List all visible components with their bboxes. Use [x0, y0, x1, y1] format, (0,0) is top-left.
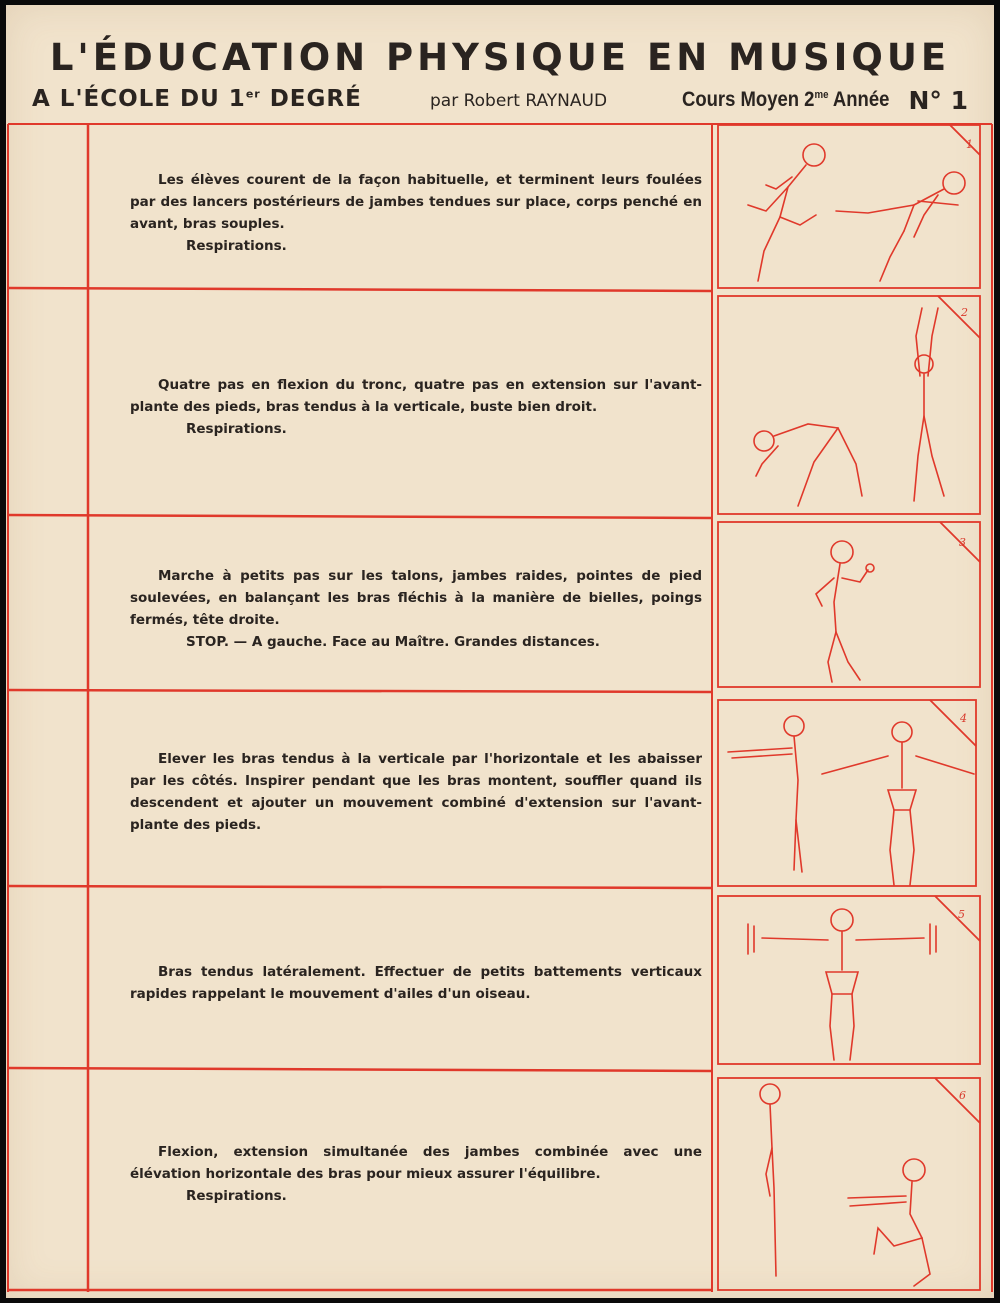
exercise-6-text — [130, 1141, 702, 1207]
exercise-1-text — [130, 169, 702, 257]
exercise-number-5: 5 — [958, 908, 965, 921]
exercise-1-extra: Respirations. — [186, 238, 287, 254]
exercise-1-description: Les élèves courent de la façon habituelle, et terminent leurs foulées par des lancers postérieurs de jambes tendues sur place, corps penché en avant, bras souples. — [130, 172, 702, 232]
school-sup: er — [245, 87, 261, 101]
exercise-number-6: 6 — [959, 1089, 966, 1102]
squat-balance-figures-icon — [718, 1078, 980, 1290]
arms-raised-horizontal-icon — [718, 700, 976, 886]
exercise-number-1: 1 — [966, 138, 973, 151]
exercise-number-2: 2 — [961, 306, 968, 319]
exercise-2-extra: Respirations. — [186, 421, 287, 437]
exercise-4-description: Elever les bras tendus à la verticale par l'horizontale et les abaisser par les côtés. Inspirer pendant que les bras montent, souffler quand ils descendent et ajouter un mouvement combiné d'extension sur l'avant-plante des pieds. — [130, 751, 702, 833]
author: par Robert RAYNAUD — [430, 91, 608, 111]
two-runners-leg-kick-icon — [718, 125, 980, 288]
sheet-number: N° 1 — [908, 86, 968, 115]
school-suffix: DEGRÉ — [260, 86, 362, 112]
course-sup: me — [814, 89, 829, 101]
course-suffix: Année — [828, 88, 890, 111]
course-prefix: Cours Moyen 2 — [682, 88, 815, 111]
exercise-number-4: 4 — [960, 712, 967, 725]
exercise-6-description: Flexion, extension simultanée des jambes combinée avec une élévation horizontale des bras pour mieux assurer l'équilibre. — [130, 1144, 702, 1182]
exercise-3-description: Marche à petits pas sur les talons, jambes raides, pointes de pied soulevées, en balançant les bras fléchis à la manière de bielles, poings fermés, tête droite. — [130, 568, 702, 628]
heel-walking-figure-icon — [718, 522, 980, 687]
exercise-2-text — [130, 374, 702, 440]
arm-flapping-figure-icon — [718, 896, 980, 1064]
school-prefix: A L'ÉCOLE DU 1 — [32, 86, 246, 112]
trunk-flexion-extension-icon — [718, 296, 980, 514]
page-title: L'ÉDUCATION PHYSIQUE EN MUSIQUE — [49, 36, 951, 79]
exercise-5-text — [130, 961, 702, 1005]
exercise-3-text — [130, 565, 702, 653]
exercise-3-extra: STOP. — A gauche. Face au Maître. Grandes distances. — [186, 634, 600, 650]
exercise-5-description: Bras tendus latéralement. Effectuer de petits battements verticaux rapides rappelant le mouvement d'ailes d'un oiseau. — [130, 964, 702, 1002]
exercise-2-description: Quatre pas en flexion du tronc, quatre pas en extension sur l'avant-plante des pieds, bras tendus à la verticale, buste bien droit. — [130, 377, 702, 415]
exercise-4-text — [130, 748, 702, 836]
exercise-6-extra: Respirations. — [186, 1188, 287, 1204]
exercise-number-3: 3 — [959, 536, 966, 549]
